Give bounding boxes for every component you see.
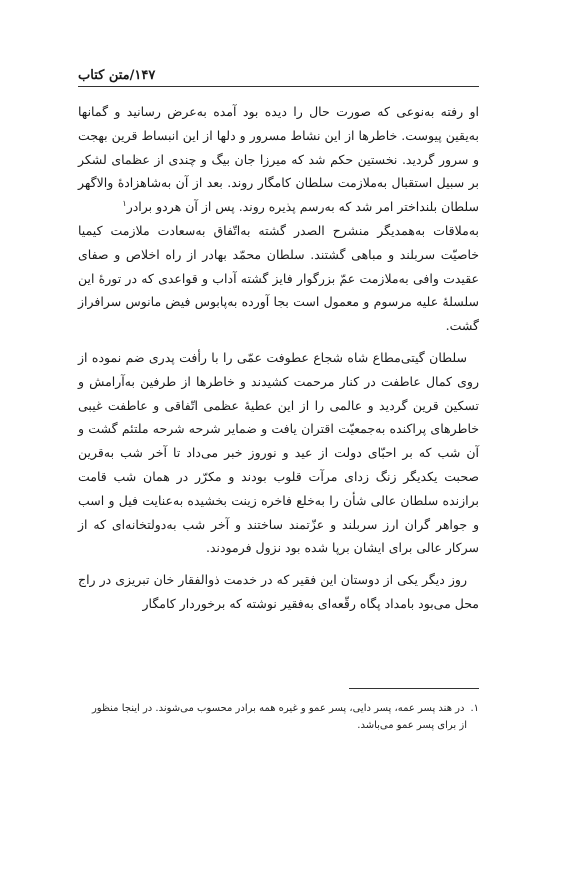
footnote-divider	[349, 688, 479, 689]
page-header	[78, 62, 479, 87]
main-text	[78, 100, 479, 616]
paragraph-1b	[78, 219, 479, 338]
footnote-line-1	[78, 700, 479, 717]
paragraph-2	[78, 346, 479, 560]
paragraph-text: او رفته به‌نوعی که صورت حال را دیده بود آمده به‌عرض رسانید و گمانها به‌یقین پیوست. خاطرها از این نشاط مسرور و دلها از این انبساط قرین بهجت و سرور گردید. نخستین حکم شد که میرزا جان بیگ و چندی از عظمای لشکر بر سبیل استقبال به‌ملازمت سلطان کامگار روند. بعد از آن به‌شاهزادهٔ والاگهر سلطان بلنداختر امر شد که به‌رسم پذیره روند. پس از آن هردو برادر	[78, 104, 479, 215]
footnote-line-2: از برای پسر عمو می‌باشد.	[357, 720, 467, 731]
footnote-marker[interactable]: ۱	[122, 199, 127, 209]
footnote	[78, 700, 479, 734]
paragraph-1a	[78, 100, 479, 219]
footnote-text: در هند پسر عمه، پسر دایی، پسر عمو و غیره همه برادر محسوب می‌شوند. در اینجا منظور	[91, 703, 465, 714]
paragraph-text: به‌ملاقات به‌همدیگر منشرح الصدر گشته به‌اتّفاق به‌سعادت ملازمت کیمیا خاصیّت سربلند و مباهی گشتند. سلطان محمّد بهادر از راه اخلاص و صفای عقیدت وافی به‌ملازمت عمّ بزرگوار فایز گشته آداب و قواعدی که در تورهٔ این سلسلهٔ علیه مرسوم و معمول است بجا آورده به‌پابوس فیض مانوس سرافراز گشت.	[78, 222, 479, 334]
paragraph-text: روز دیگر یکی از دوستان این فقیر که در خدمت ذوالفقار خان تبریزی در راج محل می‌بود بامداد پگاه رقّعه‌ای به‌فقیر نوشته که برخوردار کامگار	[78, 572, 479, 611]
footnote-number: ۱.	[470, 703, 479, 714]
running-head: ۱۴۷/متن کتاب	[78, 68, 156, 83]
paragraph-3	[78, 568, 479, 616]
paragraph-text: سلطان گیتی‌مطاع شاه شجاع عطوفت عمّی را با رأفت پدری ضم نموده از روی کمال عاطفت در کنار مرحمت کشیدند و خاطرها از طرفین به‌آرامش و تسکین قرین گردید و عالمی را از این عطیهٔ عظمی اتّفاقی و عاطفت غیبی خاطرهای پراکنده به‌جمعیّت اقتران یافت و ضمایر شرحه شرحه ملتئم گشت و آن شب که بر احبّای دولت از عید و نوروز خبر می‌داد تا آخر شب به‌قرین صحبت یکدیگر زنگ زدای مرآت قلوب بودند و مکرّر در همان شب قامت برازنده سلطان عالی شأن را به‌خلع فاخره زینت بخشیده به‌عنایت فیل و اسب و جواهر گران ارز سربلند و عزّتمند ساختند و آخر شب به‌دولتخانه‌ای که از سرکار عالی برای ایشان برپا شده بود نزول فرمودند.	[78, 349, 479, 556]
